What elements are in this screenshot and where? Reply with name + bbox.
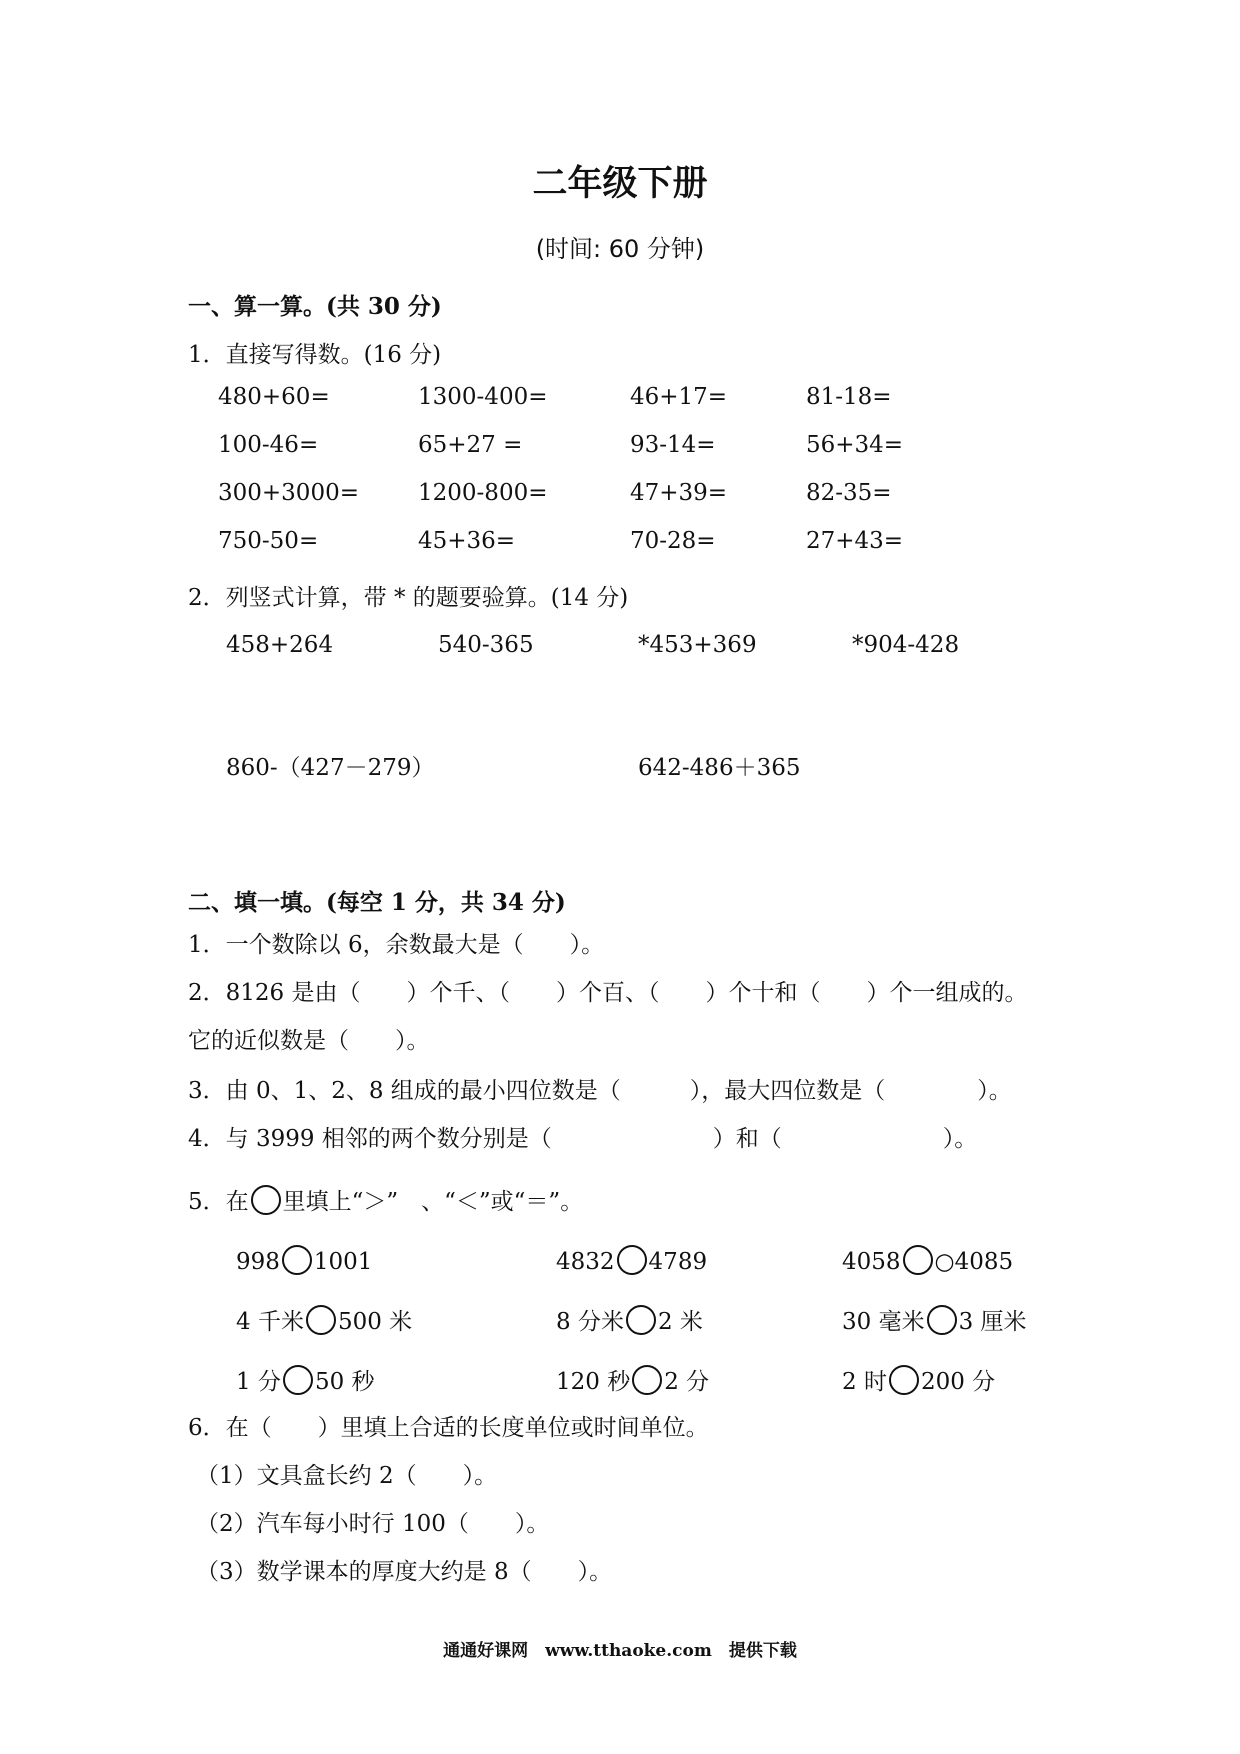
compare-item (842, 1247, 1013, 1277)
math-item: 480+60= (218, 384, 330, 410)
page-title: 二年级下册 (532, 164, 708, 204)
compare-left: 1 分 (236, 1369, 281, 1395)
math-item: 46+17= (630, 384, 728, 410)
math-item: 1300-400= (418, 384, 548, 410)
question-2-6-item: （2）汽车每小时行 100（ ）。 (196, 1511, 550, 1537)
time-limit: (时间: 60 分钟) (535, 235, 705, 263)
question-2-2: 2．8126 是由（ ）个千、（ ）个百、（ ）个十和（ ）个一组成的。 (188, 980, 1028, 1006)
section-2-heading: 二、填一填。(每空 1 分，共 34 分) (188, 889, 566, 916)
calc-item: 860-（427－279） (226, 755, 435, 781)
section-1-heading: 一、算一算。(共 30 分) (188, 293, 442, 320)
calc-item: 540-365 (438, 632, 534, 658)
compare-right: 3 厘米 (958, 1309, 1027, 1335)
math-item: 1200-800= (418, 480, 548, 506)
calc-item: *904-428 (852, 632, 960, 658)
calc-item: *453+369 (638, 632, 757, 658)
compare-circle-icon[interactable] (282, 1245, 312, 1275)
compare-circle-icon[interactable] (617, 1245, 647, 1275)
question-2-1: 1．一个数除以 6，余数最大是（ ）。 (188, 932, 605, 958)
compare-left: 4058 (842, 1249, 901, 1275)
compare-circle-icon[interactable] (903, 1245, 933, 1275)
math-item: 100-46= (218, 432, 319, 458)
math-item: 45+36= (418, 528, 516, 554)
question-2-2-continued: 它的近似数是（ ）。 (188, 1028, 430, 1054)
compare-right: 500 米 (337, 1309, 413, 1335)
circle-blank-icon (251, 1185, 281, 1215)
math-item: 82-35= (806, 480, 892, 506)
compare-left: 4 千米 (236, 1309, 304, 1335)
compare-circle-icon[interactable] (306, 1305, 336, 1335)
compare-right: 4789 (648, 1249, 708, 1275)
question-1-1-label: 1．直接写得数。(16 分) (188, 342, 442, 368)
compare-left: 998 (236, 1249, 280, 1275)
math-item: 47+39= (630, 480, 728, 506)
compare-item (556, 1307, 703, 1337)
calc-item: 642-486＋365 (638, 755, 801, 781)
compare-left: 30 毫米 (842, 1309, 925, 1335)
math-item: 750-50= (218, 528, 319, 554)
math-item: 93-14= (630, 432, 716, 458)
math-item: 70-28= (630, 528, 716, 554)
compare-item (236, 1367, 375, 1397)
compare-right: 2 米 (657, 1309, 703, 1335)
question-1-2-label: 2．列竖式计算，带 * 的题要验算。(14 分) (188, 585, 629, 611)
compare-item (842, 1367, 995, 1397)
compare-item (842, 1307, 1027, 1337)
compare-left: 2 时 (842, 1369, 887, 1395)
compare-item (556, 1367, 709, 1397)
compare-right: ○4085 (934, 1249, 1014, 1275)
compare-right: 200 分 (920, 1369, 996, 1395)
question-2-6-item: （1）文具盒长约 2（ ）。 (196, 1463, 498, 1489)
compare-item (236, 1307, 412, 1337)
question-2-6-label: 6．在（ ）里填上合适的长度单位或时间单位。 (188, 1415, 709, 1441)
q5-prefix: 5．在 (188, 1189, 249, 1215)
compare-circle-icon[interactable] (632, 1365, 662, 1395)
compare-circle-icon[interactable] (889, 1365, 919, 1395)
math-item: 300+3000= (218, 480, 359, 506)
math-item: 27+43= (806, 528, 904, 554)
compare-circle-icon[interactable] (283, 1365, 313, 1395)
compare-left: 120 秒 (556, 1369, 631, 1395)
compare-item (556, 1247, 707, 1277)
math-item: 65+27 = (418, 432, 523, 458)
question-2-3: 3．由 0、1、2、8 组成的最小四位数是（ ），最大四位数是（ ）。 (188, 1078, 1012, 1104)
compare-left: 8 分米 (556, 1309, 624, 1335)
compare-circle-icon[interactable] (927, 1305, 957, 1335)
question-2-6-item: （3）数学课本的厚度大约是 8（ ）。 (196, 1559, 613, 1585)
calc-item: 458+264 (226, 632, 334, 658)
compare-right: 2 分 (664, 1369, 710, 1395)
compare-right: 50 秒 (314, 1369, 375, 1395)
question-2-4: 4．与 3999 相邻的两个数分别是（ ）和（ ）。 (188, 1126, 978, 1152)
compare-circle-icon[interactable] (626, 1305, 656, 1335)
math-item: 56+34= (806, 432, 904, 458)
footer-credit: 通通好课网 www.tthaoke.com 提供下载 (443, 1641, 797, 1661)
q5-suffix: 里填上“＞” 、“＜”或“＝”。 (282, 1189, 584, 1215)
compare-left: 4832 (556, 1249, 615, 1275)
math-item: 81-18= (806, 384, 892, 410)
compare-right: 1001 (313, 1249, 373, 1275)
question-2-5-label (188, 1187, 583, 1217)
compare-item (236, 1247, 372, 1277)
